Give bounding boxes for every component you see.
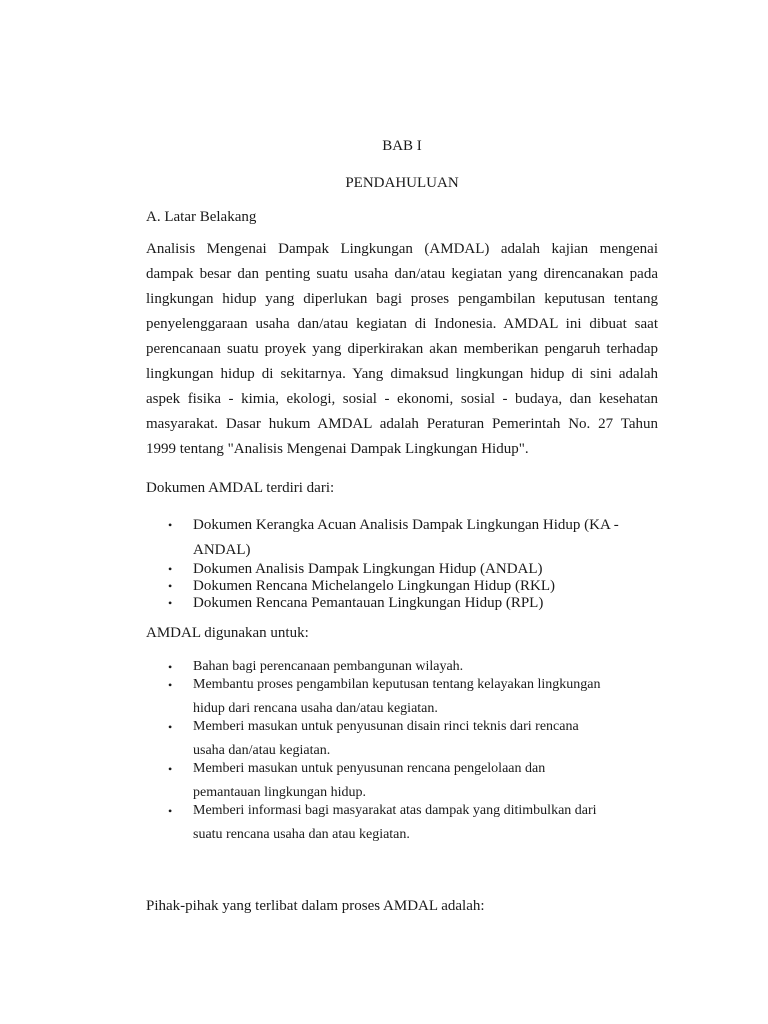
dokumen-list: [146, 514, 658, 612]
list-item-text: Dokumen Kerangka Acuan Analisis Dampak Lingkungan Hidup (KA -: [193, 517, 619, 533]
paragraph-line: lingkungan hidup yang diperlukan bagi proses pengambilan keputusan tentang: [146, 291, 658, 307]
paragraph-line: masyarakat. Dasar hukum AMDAL adalah Peraturan Pemerintah No. 27 Tahun: [146, 416, 658, 432]
list-item: [146, 676, 658, 718]
list-item-text: Dokumen Analisis Dampak Lingkungan Hidup (ANDAL): [193, 561, 543, 577]
bullet: •: [168, 518, 173, 532]
list-item-text: Memberi informasi bagi masyarakat atas dampak yang ditimbulkan dari: [193, 803, 597, 818]
kegunaan-list: [146, 658, 658, 844]
list-item: [146, 514, 658, 561]
bullet: •: [168, 562, 173, 576]
paragraph-line: perencanaan suatu proyek yang diperkirakan akan memberikan pengaruh terhadap: [146, 341, 658, 357]
list-item-text-continued: pemantauan lingkungan hidup.: [193, 785, 367, 800]
bullet: •: [168, 804, 173, 818]
list-item-text: Memberi masukan untuk penyusunan disain rinci teknis dari rencana: [193, 719, 579, 734]
list-item: [146, 802, 658, 844]
section-title-latar-belakang: A. Latar Belakang: [146, 209, 257, 225]
list-item-text: Membantu proses pengambilan keputusan tentang kelayakan lingkungan: [193, 677, 601, 692]
paragraph-line: Analisis Mengenai Dampak Lingkungan (AMDAL) adalah kajian mengenai: [146, 241, 658, 257]
bullet: •: [168, 596, 173, 610]
paragraph-line: dampak besar dan penting suatu usaha dan/atau kegiatan yang direncanakan pada: [146, 266, 658, 282]
bullet: •: [168, 678, 173, 692]
paragraph-line: aspek fisika - kimia, ekologi, sosial - ekonomi, sosial - budaya, dan kesehatan: [146, 391, 658, 407]
chapter-heading: BAB I: [382, 138, 422, 154]
bullet: •: [168, 660, 173, 674]
list-item-text-continued: hidup dari rencana usaha dan/atau kegiatan.: [193, 701, 438, 716]
paragraph-line: 1999 tentang "Analisis Mengenai Dampak Lingkungan Hidup".: [146, 441, 529, 457]
list-item: [146, 658, 658, 676]
chapter-title: PENDAHULUAN: [345, 175, 459, 191]
list-item: [146, 561, 658, 578]
bullet: •: [168, 762, 173, 776]
dokumen-list-label: Dokumen AMDAL terdiri dari:: [146, 480, 335, 496]
list-item: [146, 718, 658, 760]
list-item-text: Dokumen Rencana Michelangelo Lingkungan Hidup (RKL): [193, 578, 555, 594]
paragraph-line: penyelenggaraan usaha dan/atau kegiatan di Indonesia. AMDAL ini dibuat saat: [146, 316, 658, 332]
list-item-text-continued: suatu rencana usaha dan atau kegiatan.: [193, 827, 410, 842]
list-item-text: Memberi masukan untuk penyusunan rencana pengelolaan dan: [193, 761, 546, 776]
paragraph-line: lingkungan hidup di sekitarnya. Yang dimaksud lingkungan hidup di sini adalah: [146, 366, 658, 382]
list-item-text-continued: ANDAL): [193, 542, 251, 558]
list-item-text: Bahan bagi perencanaan pembangunan wilayah.: [193, 659, 464, 674]
bullet: •: [168, 720, 173, 734]
list-item: [146, 578, 658, 595]
list-item-text: Dokumen Rencana Pemantauan Lingkungan Hidup (RPL): [193, 595, 544, 611]
kegunaan-list-label: AMDAL digunakan untuk:: [146, 625, 309, 641]
list-item-text-continued: usaha dan/atau kegiatan.: [193, 743, 331, 758]
pihak-list-label: Pihak-pihak yang terlibat dalam proses AMDAL adalah:: [146, 898, 485, 914]
background-paragraph: [146, 237, 658, 462]
bullet: •: [168, 579, 173, 593]
list-item: [146, 595, 658, 612]
list-item: [146, 760, 658, 802]
